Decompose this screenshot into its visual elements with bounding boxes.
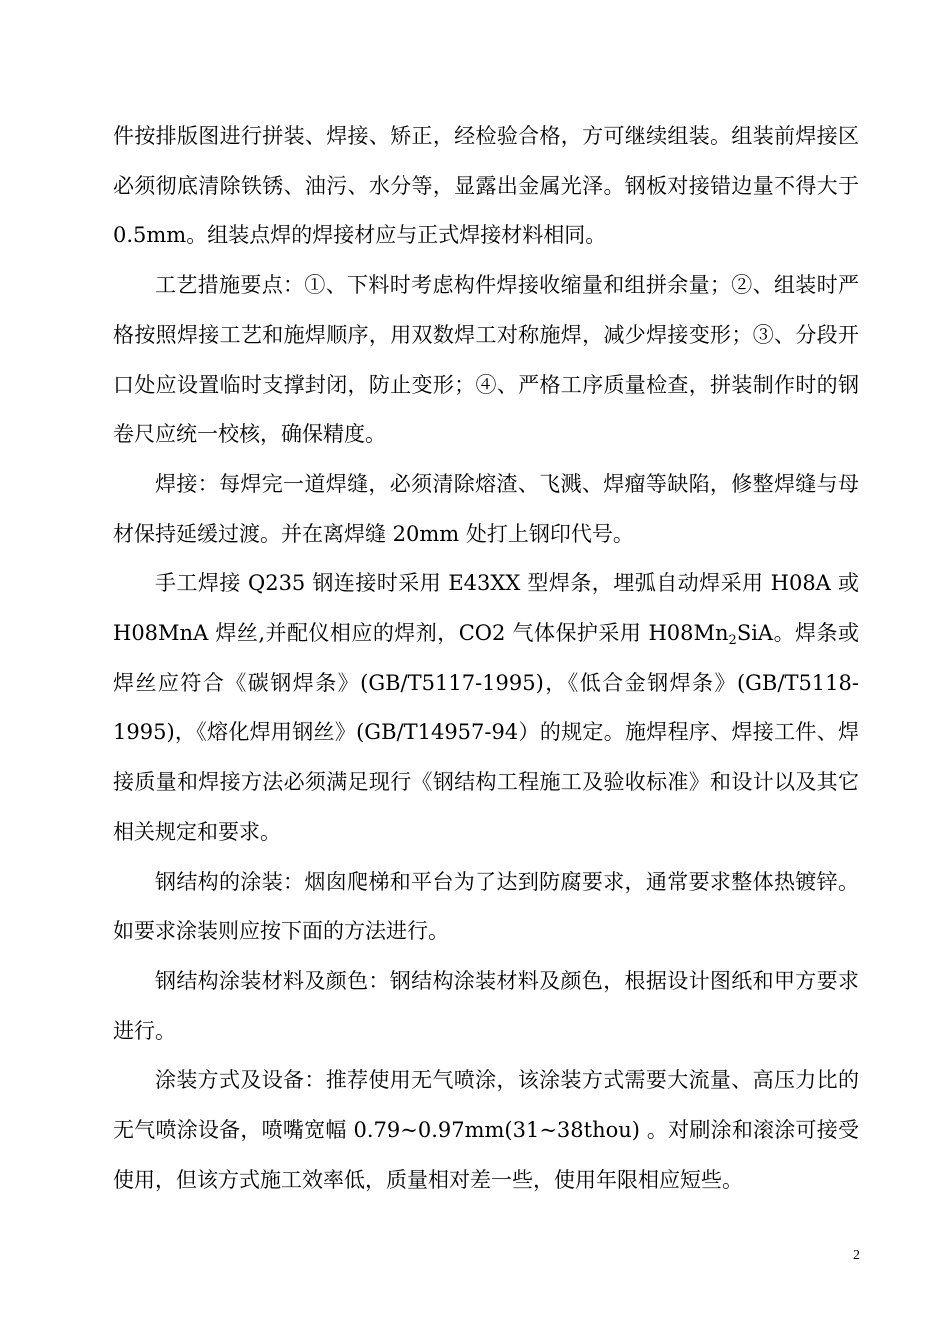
welding-materials-text-after: SiA。焊条或焊丝应符合《碳钢焊条》(GB/T5117-1995)，《低合金钢焊条》(GB/T5118-1995)，《熔化焊用钢丝》(GB/T14957-94）的规定。施焊程序、焊接工件、焊接质量和焊接方法必须满足现行《钢结构工程施工及验收标准》和设计以及其它相关规定和要求。 bbox=[113, 621, 859, 844]
paragraph-coating-method: 涂装方式及设备：推荐使用无气喷涂，该涂装方式需要大流量、高压力比的无气喷涂设备，喷嘴宽幅 0.79~0.97mm(31~38thou) 。对刷涂和滚涂可接受使用，但该方式施工效率低，质量相对差一些，使用年限相应短些。 bbox=[113, 1068, 859, 1192]
paragraph-assembly: 件按排版图进行拼装、焊接、矫正，经检验合格，方可继续组装。组装前焊接区必须彻底清除铁锈、油污、水分等，显露出金属光泽。钢板对接错边量不得大于 0.5mm。组装点焊的焊接材应与正式焊接材料相同。 bbox=[113, 124, 859, 248]
paragraph-process-measures: 工艺措施要点：①、下料时考虑构件焊接收缩量和组拼余量；②、组装时严格按照焊接工艺和施焊顺序，用双数焊工对称施焊，减少焊接变形；③、分段开口处应设置临时支撑封闭，防止变形；④、严格工序质量检查，拼装制作时的钢卷尺应统一校核，确保精度。 bbox=[113, 273, 859, 447]
welding-materials-text-before: 手工焊接 Q235 钢连接时采用 E43XX 型焊条，埋弧自动焊采用 H08A 或 H08MnA 焊丝,并配仪相应的焊剂，CO2 气体保护采用 H08Mn bbox=[113, 571, 859, 646]
paragraph-welding: 焊接：每焊完一道焊缝，必须清除熔渣、飞溅、焊瘤等缺陷，修整焊缝与母材保持延缓过渡。并在离焊缝 20mm 处打上钢印代号。 bbox=[113, 471, 859, 546]
welding-materials-subscript: 2 bbox=[728, 633, 737, 649]
page-number: 2 bbox=[853, 1248, 860, 1263]
paragraph-coating: 钢结构的涂装：烟囱爬梯和平台为了达到防腐要求，通常要求整体热镀锌。如要求涂装则应按下面的方法进行。 bbox=[113, 869, 859, 944]
document-body bbox=[113, 112, 859, 1205]
paragraph-welding-materials bbox=[113, 559, 859, 857]
paragraph-coating-materials: 钢结构涂装材料及颜色：钢结构涂装材料及颜色，根据设计图纸和甲方要求进行。 bbox=[113, 968, 859, 1043]
